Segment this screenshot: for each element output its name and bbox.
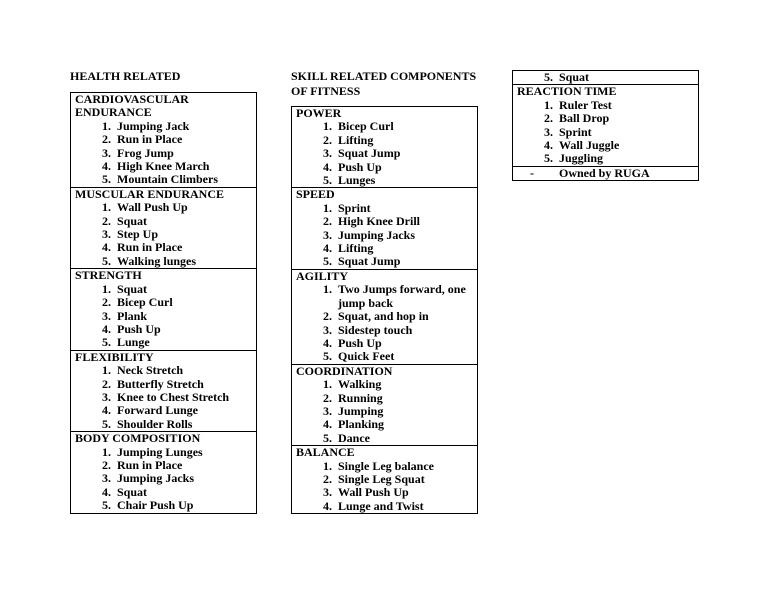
section-heading: MUSCULAR ENDURANCE bbox=[75, 186, 225, 201]
item-text: Wall Juggle bbox=[559, 138, 620, 153]
item-text: Step Up bbox=[117, 227, 159, 242]
item-number: 2. bbox=[102, 376, 111, 391]
item-number: 1. bbox=[323, 119, 332, 134]
section-heading: COORDINATION bbox=[296, 363, 393, 378]
item-text: Shoulder Rolls bbox=[117, 416, 193, 431]
item-text: Running bbox=[338, 390, 383, 405]
item-text: Push Up bbox=[338, 159, 382, 174]
item-text: Jumping bbox=[338, 403, 384, 418]
item-text: Neck Stretch bbox=[117, 363, 184, 378]
item-number: 4. bbox=[323, 498, 332, 513]
item-text: Squat, and hop in bbox=[338, 309, 429, 324]
section-heading: BALANCE bbox=[296, 445, 355, 460]
list-item bbox=[296, 460, 473, 473]
section-cell bbox=[70, 351, 257, 432]
skill-related-table bbox=[291, 106, 478, 514]
list-item bbox=[517, 139, 694, 152]
list-item bbox=[75, 120, 252, 133]
item-text: Lifting bbox=[338, 241, 374, 256]
item-text: Squat bbox=[117, 484, 148, 499]
section-cell bbox=[70, 92, 257, 188]
item-text: Lifting bbox=[338, 132, 374, 147]
section-cell bbox=[291, 365, 478, 446]
item-text: Lunge bbox=[117, 335, 150, 350]
item-text: Single Leg Squat bbox=[338, 471, 425, 486]
item-number: 2. bbox=[102, 295, 111, 310]
list-item bbox=[75, 459, 252, 472]
list-item bbox=[296, 202, 473, 215]
item-number: 3. bbox=[102, 308, 111, 323]
item-text: Sidestep touch bbox=[338, 322, 413, 337]
list-item bbox=[75, 391, 252, 404]
item-text: Jumping Jack bbox=[117, 118, 190, 133]
item-text: Run in Place bbox=[117, 457, 183, 472]
item-number: 5. bbox=[323, 349, 332, 364]
item-text: Ruler Test bbox=[559, 97, 612, 112]
section-heading: BODY COMPOSITION bbox=[75, 431, 201, 446]
section-cell bbox=[70, 188, 257, 269]
item-number: 3. bbox=[323, 403, 332, 418]
list-item bbox=[296, 255, 473, 268]
item-number: 1. bbox=[323, 282, 332, 297]
item-text: Walking bbox=[338, 377, 382, 392]
item-number: 5. bbox=[102, 498, 111, 513]
item-text: Squat bbox=[117, 213, 148, 228]
item-number: 5. bbox=[102, 416, 111, 431]
list-item bbox=[296, 134, 473, 147]
item-number: 4. bbox=[102, 321, 111, 336]
reaction-time-section bbox=[512, 85, 699, 166]
list-item bbox=[517, 99, 694, 112]
item-number: 4. bbox=[102, 403, 111, 418]
list-item bbox=[75, 133, 252, 146]
item-number: 3. bbox=[544, 124, 553, 139]
item-text: Lunge and Twist bbox=[338, 498, 424, 513]
item-text: Ball Drop bbox=[559, 111, 610, 126]
item-number: 4. bbox=[323, 417, 332, 432]
section-heading: REACTION TIME bbox=[517, 84, 617, 99]
item-text: Bicep Curl bbox=[338, 119, 394, 134]
section-heading: SPEED bbox=[296, 187, 335, 202]
list-item bbox=[296, 405, 473, 418]
item-number: 1. bbox=[102, 363, 111, 378]
list-item bbox=[75, 241, 252, 254]
footer-note: - Owned by RUGA bbox=[530, 165, 650, 180]
continued-item-cell bbox=[512, 70, 699, 85]
section-cell bbox=[291, 106, 478, 188]
list-item bbox=[75, 418, 252, 431]
item-text: Squat Jump bbox=[338, 146, 401, 161]
list-item bbox=[75, 215, 252, 228]
list-item bbox=[517, 112, 694, 125]
item-text: Jumping Jacks bbox=[117, 471, 195, 486]
list-item bbox=[75, 228, 252, 241]
item-text: Wall Push Up bbox=[117, 200, 188, 215]
item-text: Squat bbox=[117, 281, 148, 296]
list-item bbox=[75, 296, 252, 309]
item-text: Two Jumps forward, one jump back bbox=[338, 282, 466, 310]
item-number: 5. bbox=[102, 253, 111, 268]
list-item bbox=[75, 364, 252, 377]
item-number: 2. bbox=[323, 132, 332, 147]
item-number: 5. bbox=[102, 172, 111, 187]
section-heading: STRENGTH bbox=[75, 268, 142, 283]
item-text: Bicep Curl bbox=[117, 295, 173, 310]
item-number: 3. bbox=[102, 471, 111, 486]
skill-related-title: SKILL RELATED COMPONENTS OF FITNESS bbox=[291, 69, 477, 98]
list-item bbox=[296, 174, 473, 187]
item-number: 4. bbox=[323, 335, 332, 350]
section-cell bbox=[70, 432, 257, 513]
list-item bbox=[296, 120, 473, 133]
item-number: 1. bbox=[102, 200, 111, 215]
item-text: Juggling bbox=[559, 151, 604, 166]
list-item bbox=[296, 337, 473, 350]
list-item bbox=[75, 147, 252, 160]
list-item bbox=[75, 472, 252, 485]
item-number: 4. bbox=[323, 241, 332, 256]
item-number: 2. bbox=[323, 390, 332, 405]
list-item bbox=[296, 242, 473, 255]
list-item bbox=[75, 499, 252, 512]
item-text: Sprint bbox=[338, 200, 371, 215]
item-number: 3. bbox=[323, 227, 332, 242]
item-number: 1. bbox=[323, 377, 332, 392]
reaction-table bbox=[512, 70, 699, 181]
list-item bbox=[517, 152, 694, 165]
list-item bbox=[296, 486, 473, 499]
list-item bbox=[75, 160, 252, 173]
list-item bbox=[75, 378, 252, 391]
list-item bbox=[75, 336, 252, 349]
health-related-table bbox=[70, 92, 257, 514]
list-item bbox=[296, 215, 473, 228]
list-item bbox=[296, 161, 473, 174]
list-item bbox=[296, 229, 473, 242]
item-number: 2. bbox=[323, 471, 332, 486]
item-number: 1. bbox=[323, 458, 332, 473]
item-text: Chair Push Up bbox=[117, 498, 194, 513]
list-item bbox=[296, 500, 473, 513]
list-item bbox=[75, 323, 252, 336]
item-number: 1. bbox=[323, 200, 332, 215]
list-item bbox=[75, 283, 252, 296]
list-item bbox=[296, 147, 473, 160]
item-number: 5. bbox=[102, 335, 111, 350]
item-number: 2. bbox=[102, 213, 111, 228]
section-cell bbox=[291, 270, 478, 365]
item-text: Squat Jump bbox=[338, 254, 401, 269]
item-text: Single Leg balance bbox=[338, 458, 435, 473]
list-item bbox=[75, 310, 252, 323]
item-number: 1. bbox=[544, 97, 553, 112]
list-item bbox=[75, 404, 252, 417]
item-number: 3. bbox=[323, 146, 332, 161]
item-text: Plank bbox=[117, 308, 148, 323]
item-text: Dance bbox=[338, 430, 370, 445]
section-heading: FLEXIBILITY bbox=[75, 349, 154, 364]
list-item bbox=[75, 201, 252, 214]
list-item bbox=[75, 173, 252, 186]
item-text: Jumping Jacks bbox=[338, 227, 416, 242]
item-text: Push Up bbox=[338, 335, 382, 350]
list-item bbox=[517, 126, 694, 139]
item-text: Sprint bbox=[559, 124, 592, 139]
item-text: Run in Place bbox=[117, 240, 183, 255]
item-number: 1. bbox=[102, 281, 111, 296]
item-number: 4. bbox=[102, 484, 111, 499]
item-number: 2. bbox=[102, 132, 111, 147]
item-number: 3. bbox=[323, 322, 332, 337]
list-item bbox=[296, 418, 473, 431]
item-text: Frog Jump bbox=[117, 145, 174, 160]
item-number: 2. bbox=[323, 214, 332, 229]
list-item bbox=[75, 446, 252, 459]
health-related-title: HEALTH RELATED bbox=[70, 69, 181, 83]
item-text: Knee to Chest Stretch bbox=[117, 389, 230, 404]
item-number: 2. bbox=[323, 309, 332, 324]
section-cell bbox=[70, 269, 257, 350]
item-number: 2. bbox=[102, 457, 111, 472]
item-text: High Knee March bbox=[117, 159, 210, 174]
item-number: 5. bbox=[544, 151, 553, 166]
list-item: 5. Squat bbox=[544, 70, 590, 84]
item-number: 1. bbox=[102, 444, 111, 459]
item-number: 1. bbox=[102, 118, 111, 133]
item-number: 5. bbox=[323, 254, 332, 269]
item-number: 2. bbox=[544, 111, 553, 126]
item-text: Mountain Climbers bbox=[117, 172, 219, 187]
item-text: Quick Feet bbox=[338, 349, 395, 364]
list-item bbox=[75, 486, 252, 499]
item-text: Planking bbox=[338, 417, 385, 432]
item-text: Push Up bbox=[117, 321, 161, 336]
section-heading: POWER bbox=[296, 106, 342, 120]
item-number: 3. bbox=[102, 145, 111, 160]
item-number: 4. bbox=[323, 159, 332, 174]
item-number: 3. bbox=[102, 389, 111, 404]
item-text: Wall Push Up bbox=[338, 485, 409, 500]
item-number: 4. bbox=[102, 240, 111, 255]
list-item bbox=[296, 473, 473, 486]
section-heading: AGILITY bbox=[296, 268, 349, 283]
item-number: 4. bbox=[102, 159, 111, 174]
list-item bbox=[296, 310, 473, 323]
list-item bbox=[296, 283, 473, 310]
footer-cell bbox=[512, 167, 699, 181]
list-item bbox=[296, 392, 473, 405]
section-cell bbox=[291, 188, 478, 269]
item-number: 4. bbox=[544, 138, 553, 153]
item-text: Forward Lunge bbox=[117, 403, 198, 418]
section-cell bbox=[291, 446, 478, 514]
item-text: Jumping Lunges bbox=[117, 444, 203, 459]
section-heading: CARDIOVASCULAR ENDURANCE bbox=[75, 92, 189, 120]
item-number: 3. bbox=[323, 485, 332, 500]
item-number: 5. bbox=[323, 173, 332, 188]
item-text: Run in Place bbox=[117, 132, 183, 147]
list-item bbox=[296, 350, 473, 363]
list-item bbox=[296, 324, 473, 337]
item-text: Lunges bbox=[338, 173, 376, 188]
item-text: High Knee Drill bbox=[338, 214, 420, 229]
item-number: 5. bbox=[323, 430, 332, 445]
item-number: 3. bbox=[102, 227, 111, 242]
list-item bbox=[296, 378, 473, 391]
list-item bbox=[75, 255, 252, 268]
item-text: Butterfly Stretch bbox=[117, 376, 204, 391]
item-text: Walking lunges bbox=[117, 253, 197, 268]
list-item bbox=[296, 432, 473, 445]
